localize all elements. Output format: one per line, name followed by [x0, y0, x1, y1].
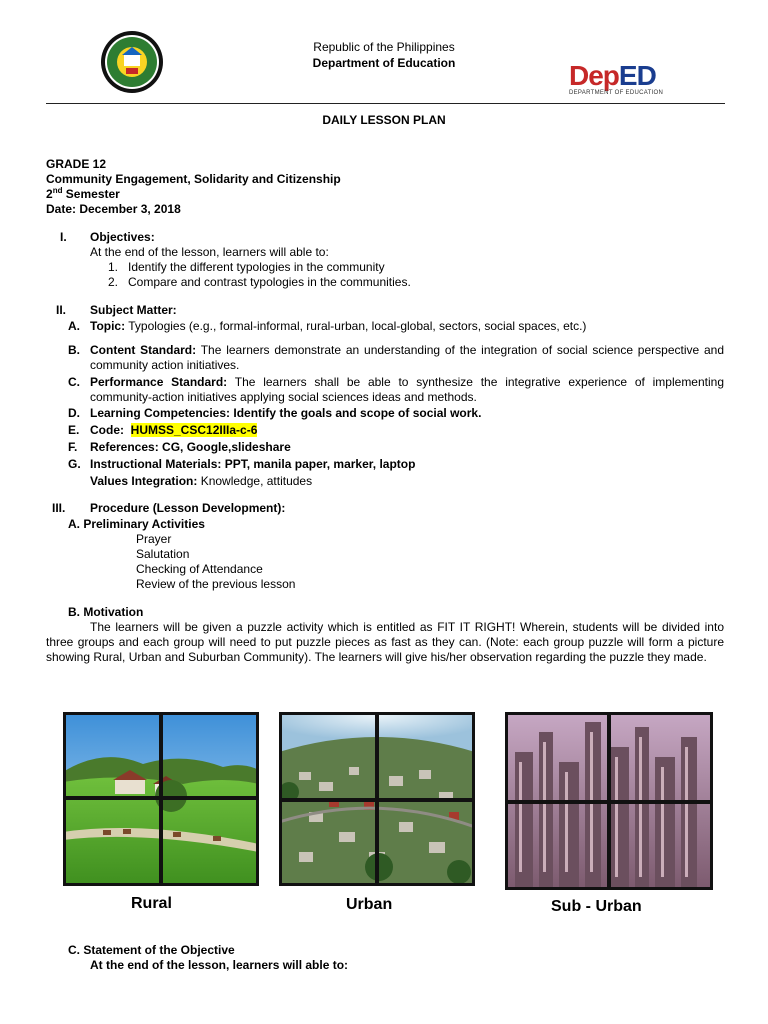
activity-attendance: Checking of Attendance [136, 562, 263, 576]
document-title: DAILY LESSON PLAN [322, 113, 446, 127]
objective-item-1: Identify the different typologies in the community [128, 260, 385, 274]
activity-prayer: Prayer [136, 532, 172, 546]
objectives-intro: At the end of the lesson, learners will able to: [90, 245, 329, 259]
item-letter-d: D. [68, 406, 80, 420]
procedure-heading: Procedure (Lesson Development): [90, 501, 286, 515]
section-number-subject-matter: II. [56, 303, 67, 317]
motivation-heading: B. Motivation [68, 605, 144, 619]
learning-competencies: Learning Competencies: Identify the goals and scope of social work. [90, 406, 482, 420]
item-letter-c: C. [68, 375, 80, 389]
caption-suburban: Sub - Urban [551, 898, 642, 915]
code-highlight: HUMSS_CSC12IIIa-c-6 [130, 423, 258, 437]
values-integration: Values Integration: Knowledge, attitudes [90, 474, 313, 488]
activity-review: Review of the previous lesson [136, 577, 296, 591]
header-department: Department of Education [312, 56, 456, 70]
item-letter-a: A. [68, 319, 80, 333]
preliminary-activities-heading: A. Preliminary Activities [68, 517, 205, 531]
statement-objective-heading: C. Statement of the Objective [68, 943, 235, 957]
date-line: Date: December 3, 2018 [46, 202, 181, 216]
activity-salutation: Salutation [136, 547, 190, 561]
deped-logo-ed: ED [618, 60, 656, 91]
rural-puzzle-image [63, 712, 259, 886]
urban-puzzle-image [279, 712, 475, 886]
grade-label: GRADE 12 [46, 157, 107, 171]
header-republic: Republic of the Philippines [313, 40, 455, 54]
content-standard: Content Standard: The learners demonstrate an understanding of the integration of social science perspective and community action initiatives. [90, 343, 724, 372]
objective-item-2: Compare and contrast typologies in the communities. [128, 275, 411, 289]
objectives-heading: Objectives: [90, 230, 155, 244]
section-number-objectives: I. [60, 230, 67, 244]
instructional-materials: Instructional Materials: PPT, manila paper, marker, laptop [90, 457, 416, 471]
caption-urban: Urban [346, 896, 393, 913]
subject-matter-heading: Subject Matter: [90, 303, 177, 317]
header-divider [46, 103, 725, 104]
subject-title: Community Engagement, Solidarity and Citizenship [46, 172, 341, 186]
objective-number-1: 1. [108, 260, 119, 274]
item-letter-e: E. [68, 423, 80, 437]
objective-number-2: 2. [108, 275, 119, 289]
semester-line: 2nd Semester [46, 186, 120, 201]
code-line: Code: HUMSS_CSC12IIIa-c-6 [90, 423, 258, 437]
item-letter-f: F. [68, 440, 78, 454]
deped-logo: DepED DEPARTMENT OF EDUCATION [569, 60, 664, 96]
topic-line: Topic: Typologies (e.g., formal-informal, rural-urban, local-global, sectors, social spaces, etc.) [90, 319, 587, 333]
references-line: References: CG, Google,slideshare [90, 440, 291, 454]
statement-objective-text: At the end of the lesson, learners will able to: [90, 958, 349, 972]
motivation-text: The learners will be given a puzzle activity which is entitled as FIT IT RIGHT! Wherein, students will be divided into three groups and each group will need to put puzzle pieces as fast as they can. (Note: each group puzzle will form a picture showing Rural, Urban and Suburban Community). The learners will give his/her observation regarding the puzzle they made. [46, 620, 724, 664]
item-letter-g: G. [68, 457, 81, 471]
item-letter-b: B. [68, 343, 80, 357]
caption-rural: Rural [131, 895, 172, 912]
section-number-procedure: III. [52, 501, 66, 515]
deped-logo-subtext: DEPARTMENT OF EDUCATION [569, 90, 664, 96]
suburban-puzzle-image [505, 712, 713, 890]
performance-standard: Performance Standard: The learners shall be able to synthesize the integrative experience of implementing community-action initiatives applying social sciences ideas and methods. [90, 375, 725, 404]
